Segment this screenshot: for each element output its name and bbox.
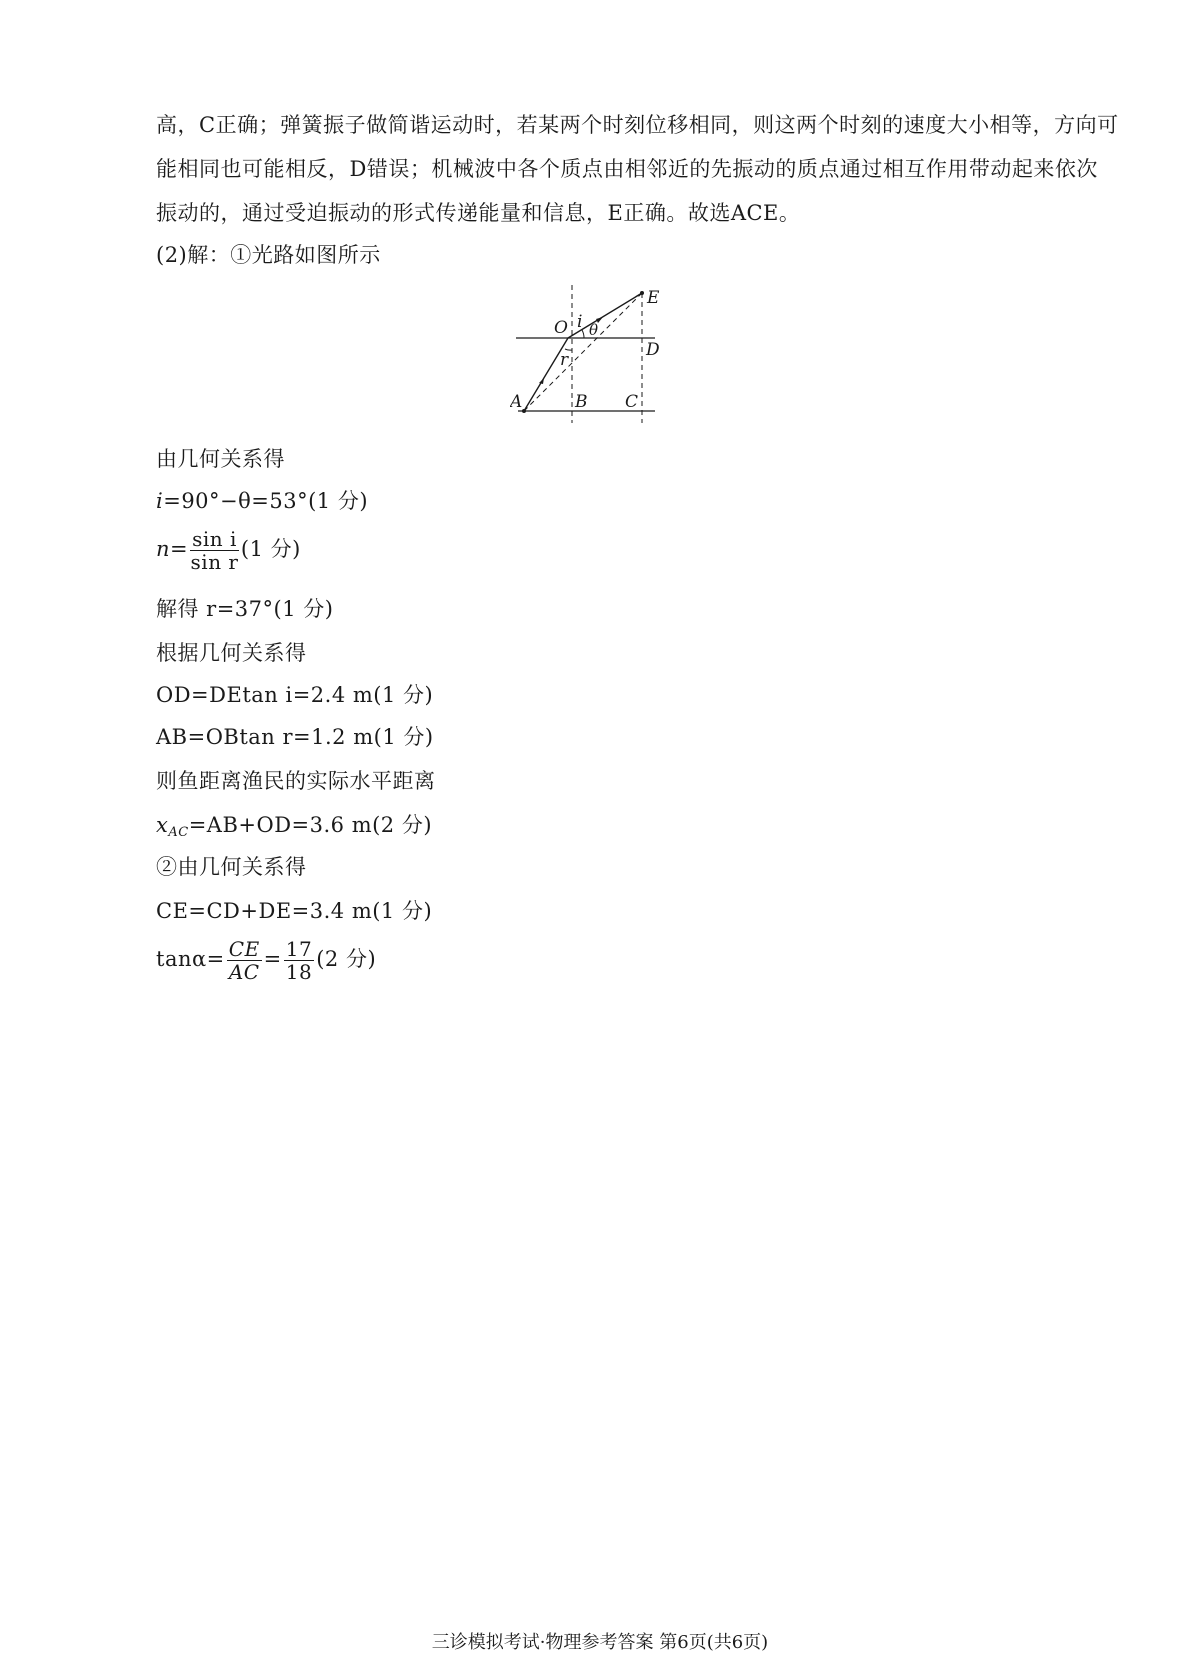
var-x: x [156,813,169,837]
label-C: C [625,392,639,412]
page-footer: 三诊模拟考试·物理参考答案 第6页(共6页) [431,1632,769,1653]
step-solve-r: 解得 r=37°(1 分) [156,597,334,621]
fraction-18: 18 [285,960,313,984]
label-r: r [560,350,569,370]
equals-sign: = [263,947,282,971]
score-label: (2 分) [316,947,377,971]
score-label: (1 分) [240,537,301,561]
ray-A-to-O [524,338,568,411]
point-A [522,409,526,413]
step-angle-i-rest: =90°−θ=53°(1 分) [163,489,369,513]
var-n: n= [156,537,189,561]
label-A: A [510,392,523,412]
intro-line-3: 振动的，通过受迫振动的形式传递能量和信息，E正确。故选ACE。 [156,201,801,225]
fraction-AC: AC [228,960,260,984]
step-OD: OD=DEtan i=2.4 m(1 分) [156,683,434,707]
step-AB: AB=OBtan r=1.2 m(1 分) [156,725,434,749]
step-CE: CE=CD+DE=3.4 m(1 分) [156,899,433,923]
part2-intro: (2)解：①光路如图所示 [156,243,381,267]
tan-alpha-lhs: tanα= [156,947,225,971]
step-distance-text: 则鱼距离渔民的实际水平距离 [156,769,436,793]
step-geometry-2: 根据几何关系得 [156,641,307,665]
intro-line-1: 高，C正确；弹簧振子做简谐运动时，若某两个时刻位移相同，则这两个时刻的速度大小相等，方向可 [156,113,1119,137]
step-tan-alpha [156,938,376,983]
label-i: i [577,312,583,332]
step-geometry-1: 由几何关系得 [156,447,285,471]
step-refractive-index [156,528,301,573]
label-theta: θ [589,321,599,339]
step-xAC-rest: =AB+OD=3.6 m(2 分) [188,813,433,837]
ray-arrow-lower [539,378,544,384]
point-E [640,291,644,295]
fraction-17-18 [284,938,314,983]
label-E: E [647,288,660,308]
label-O: O [554,318,568,338]
subscript-AC: AC [168,825,189,840]
fraction-CE-AC [227,938,262,983]
fraction-numerator: sin i [192,527,237,551]
var-i: i [156,489,164,513]
step-part2-geometry: ②由几何关系得 [156,855,307,879]
fraction-CE: CE [228,937,260,961]
fraction-denominator: sin r [190,550,239,574]
fraction-sin [190,528,239,573]
step-angle-i [156,486,368,516]
step-xAC [156,810,432,848]
intro-line-2: 能相同也可能相反，D错误；机械波中各个质点由相邻近的先振动的质点通过相互作用带动起来依次 [156,157,1098,181]
light-path-figure [510,283,680,428]
label-D: D [646,340,660,360]
fraction-17: 17 [285,937,313,961]
label-B: B [575,392,588,412]
